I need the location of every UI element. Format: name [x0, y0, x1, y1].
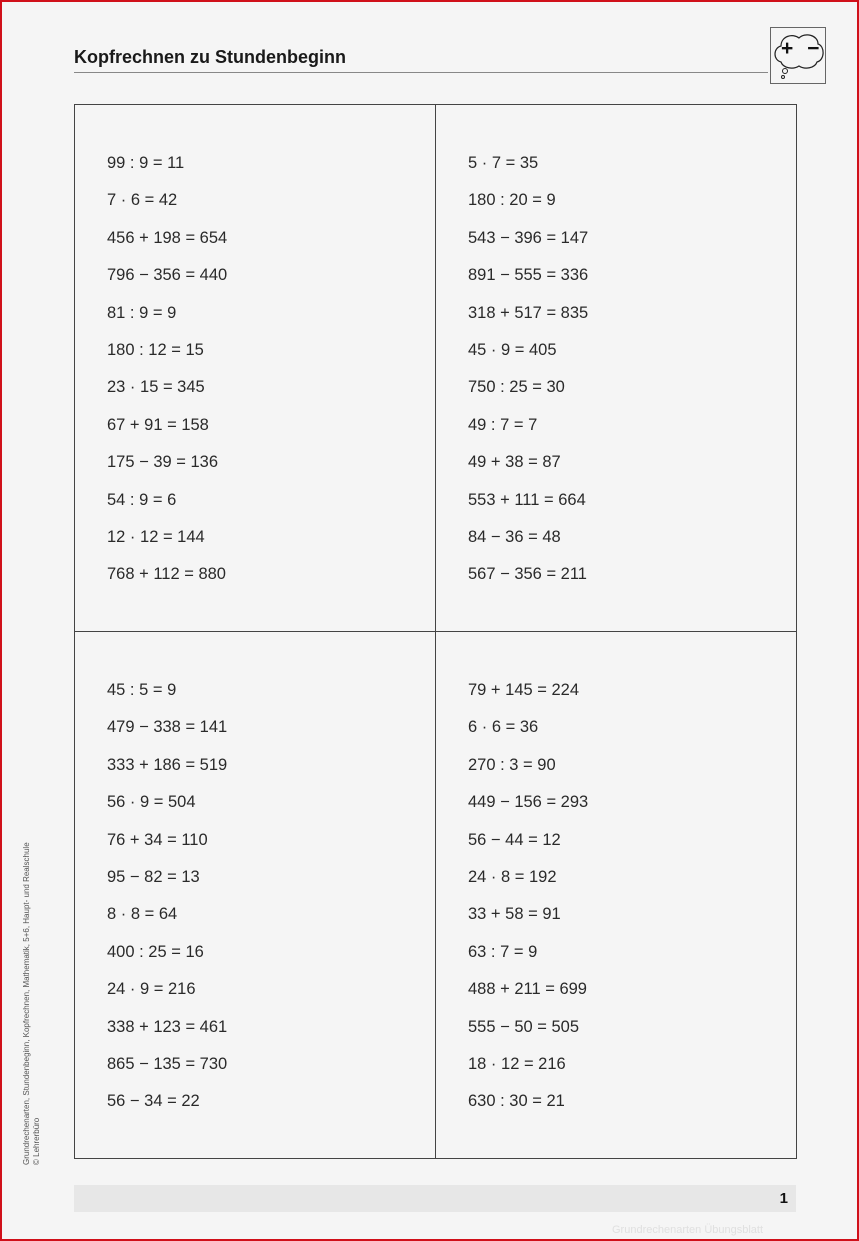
exercise-item: 7 · 6 = 42 — [107, 191, 178, 210]
exercise-item: 333 + 186 = 519 — [107, 755, 228, 774]
exercise-item: 79 + 145 = 224 — [468, 681, 580, 699]
exercise-item: 56 − 44 = 12 — [468, 830, 561, 849]
exercise-item: 8 · 8 = 64 — [107, 905, 178, 924]
exercise-grid — [74, 104, 797, 1159]
exercise-item: 630 : 30 = 21 — [468, 1092, 565, 1111]
exercise-item: 23 · 15 = 345 — [107, 378, 205, 397]
exercise-item: 543 − 396 = 147 — [468, 228, 589, 247]
copyright-line-1: Grundrechenarten, Stundenbeginn, Kopfrechnen, Mathematik, 5+6, Haupt- und Realschule — [22, 842, 31, 1165]
exercise-item: 18 · 12 = 216 — [468, 1054, 566, 1073]
exercise-cell-2 — [436, 105, 796, 632]
exercise-item: 95 − 82 = 13 — [107, 867, 200, 886]
exercise-cell-4 — [436, 632, 796, 1158]
exercise-item: 67 + 91 = 158 — [107, 415, 209, 434]
exercise-item: 45 : 5 = 9 — [107, 681, 177, 699]
title-rule — [74, 72, 768, 73]
exercise-item: 81 : 9 = 9 — [107, 303, 177, 322]
exercise-item: 449 − 156 = 293 — [468, 793, 589, 812]
exercise-item: 24 · 8 = 192 — [468, 867, 557, 886]
exercise-cell-1 — [75, 105, 436, 632]
exercise-item: 768 + 112 = 880 — [107, 565, 226, 584]
page-number: 1 — [779, 1190, 788, 1207]
exercise-item: 180 : 12 = 15 — [107, 340, 204, 359]
exercise-item: 891 − 555 = 336 — [468, 266, 589, 285]
exercise-item: 796 − 356 = 440 — [107, 266, 228, 285]
exercise-item: 84 − 36 = 48 — [468, 527, 561, 546]
exercise-item: 33 + 58 = 91 — [468, 905, 561, 924]
exercise-item: 318 + 517 = 835 — [468, 303, 589, 322]
exercise-item: 750 : 25 = 30 — [468, 378, 565, 397]
exercise-item: 76 + 34 = 110 — [107, 830, 208, 849]
logo-text: + − — [781, 37, 824, 60]
exercise-item: 567 − 356 = 211 — [468, 565, 587, 584]
exercise-item: 99 : 9 = 11 — [107, 154, 185, 172]
exercise-item: 175 − 39 = 136 — [107, 453, 219, 472]
exercise-item: 56 − 34 = 22 — [107, 1092, 200, 1111]
exercise-item: 24 · 9 = 216 — [107, 980, 196, 999]
exercise-item: 6 · 6 = 36 — [468, 718, 539, 737]
copyright-note — [22, 842, 42, 1165]
logo — [770, 27, 826, 84]
exercise-item: 180 : 20 = 9 — [468, 191, 556, 210]
exercise-item: 63 : 7 = 9 — [468, 942, 538, 961]
exercise-item: 49 : 7 = 7 — [468, 415, 538, 434]
exercise-item: 553 + 111 = 664 — [468, 490, 586, 509]
exercise-cell-3 — [75, 632, 436, 1158]
exercise-item: 479 − 338 = 141 — [107, 718, 228, 737]
exercise-item: 12 · 12 = 144 — [107, 527, 205, 546]
exercise-item: 488 + 211 = 699 — [468, 980, 587, 999]
footer-bar — [74, 1185, 796, 1212]
exercise-item: 456 + 198 = 654 — [107, 228, 228, 247]
exercise-item: 54 : 9 = 6 — [107, 490, 177, 509]
exercise-item: 338 + 123 = 461 — [107, 1017, 228, 1036]
copyright-line-2: © Lehrerbüro — [32, 1117, 41, 1165]
page-title: Kopfrechnen zu Stundenbeginn — [74, 47, 346, 67]
watermark: Grundrechenarten Übungsblatt — [612, 1224, 764, 1236]
exercise-item: 5 · 7 = 35 — [468, 154, 539, 172]
exercise-item: 865 − 135 = 730 — [107, 1054, 228, 1073]
exercise-item: 49 + 38 = 87 — [468, 453, 561, 472]
exercise-item: 270 : 3 = 90 — [468, 755, 556, 774]
exercise-item: 555 − 50 = 505 — [468, 1017, 580, 1036]
exercise-item: 56 · 9 = 504 — [107, 793, 196, 812]
exercise-item: 45 · 9 = 405 — [468, 340, 557, 359]
exercise-item: 400 : 25 = 16 — [107, 942, 204, 961]
